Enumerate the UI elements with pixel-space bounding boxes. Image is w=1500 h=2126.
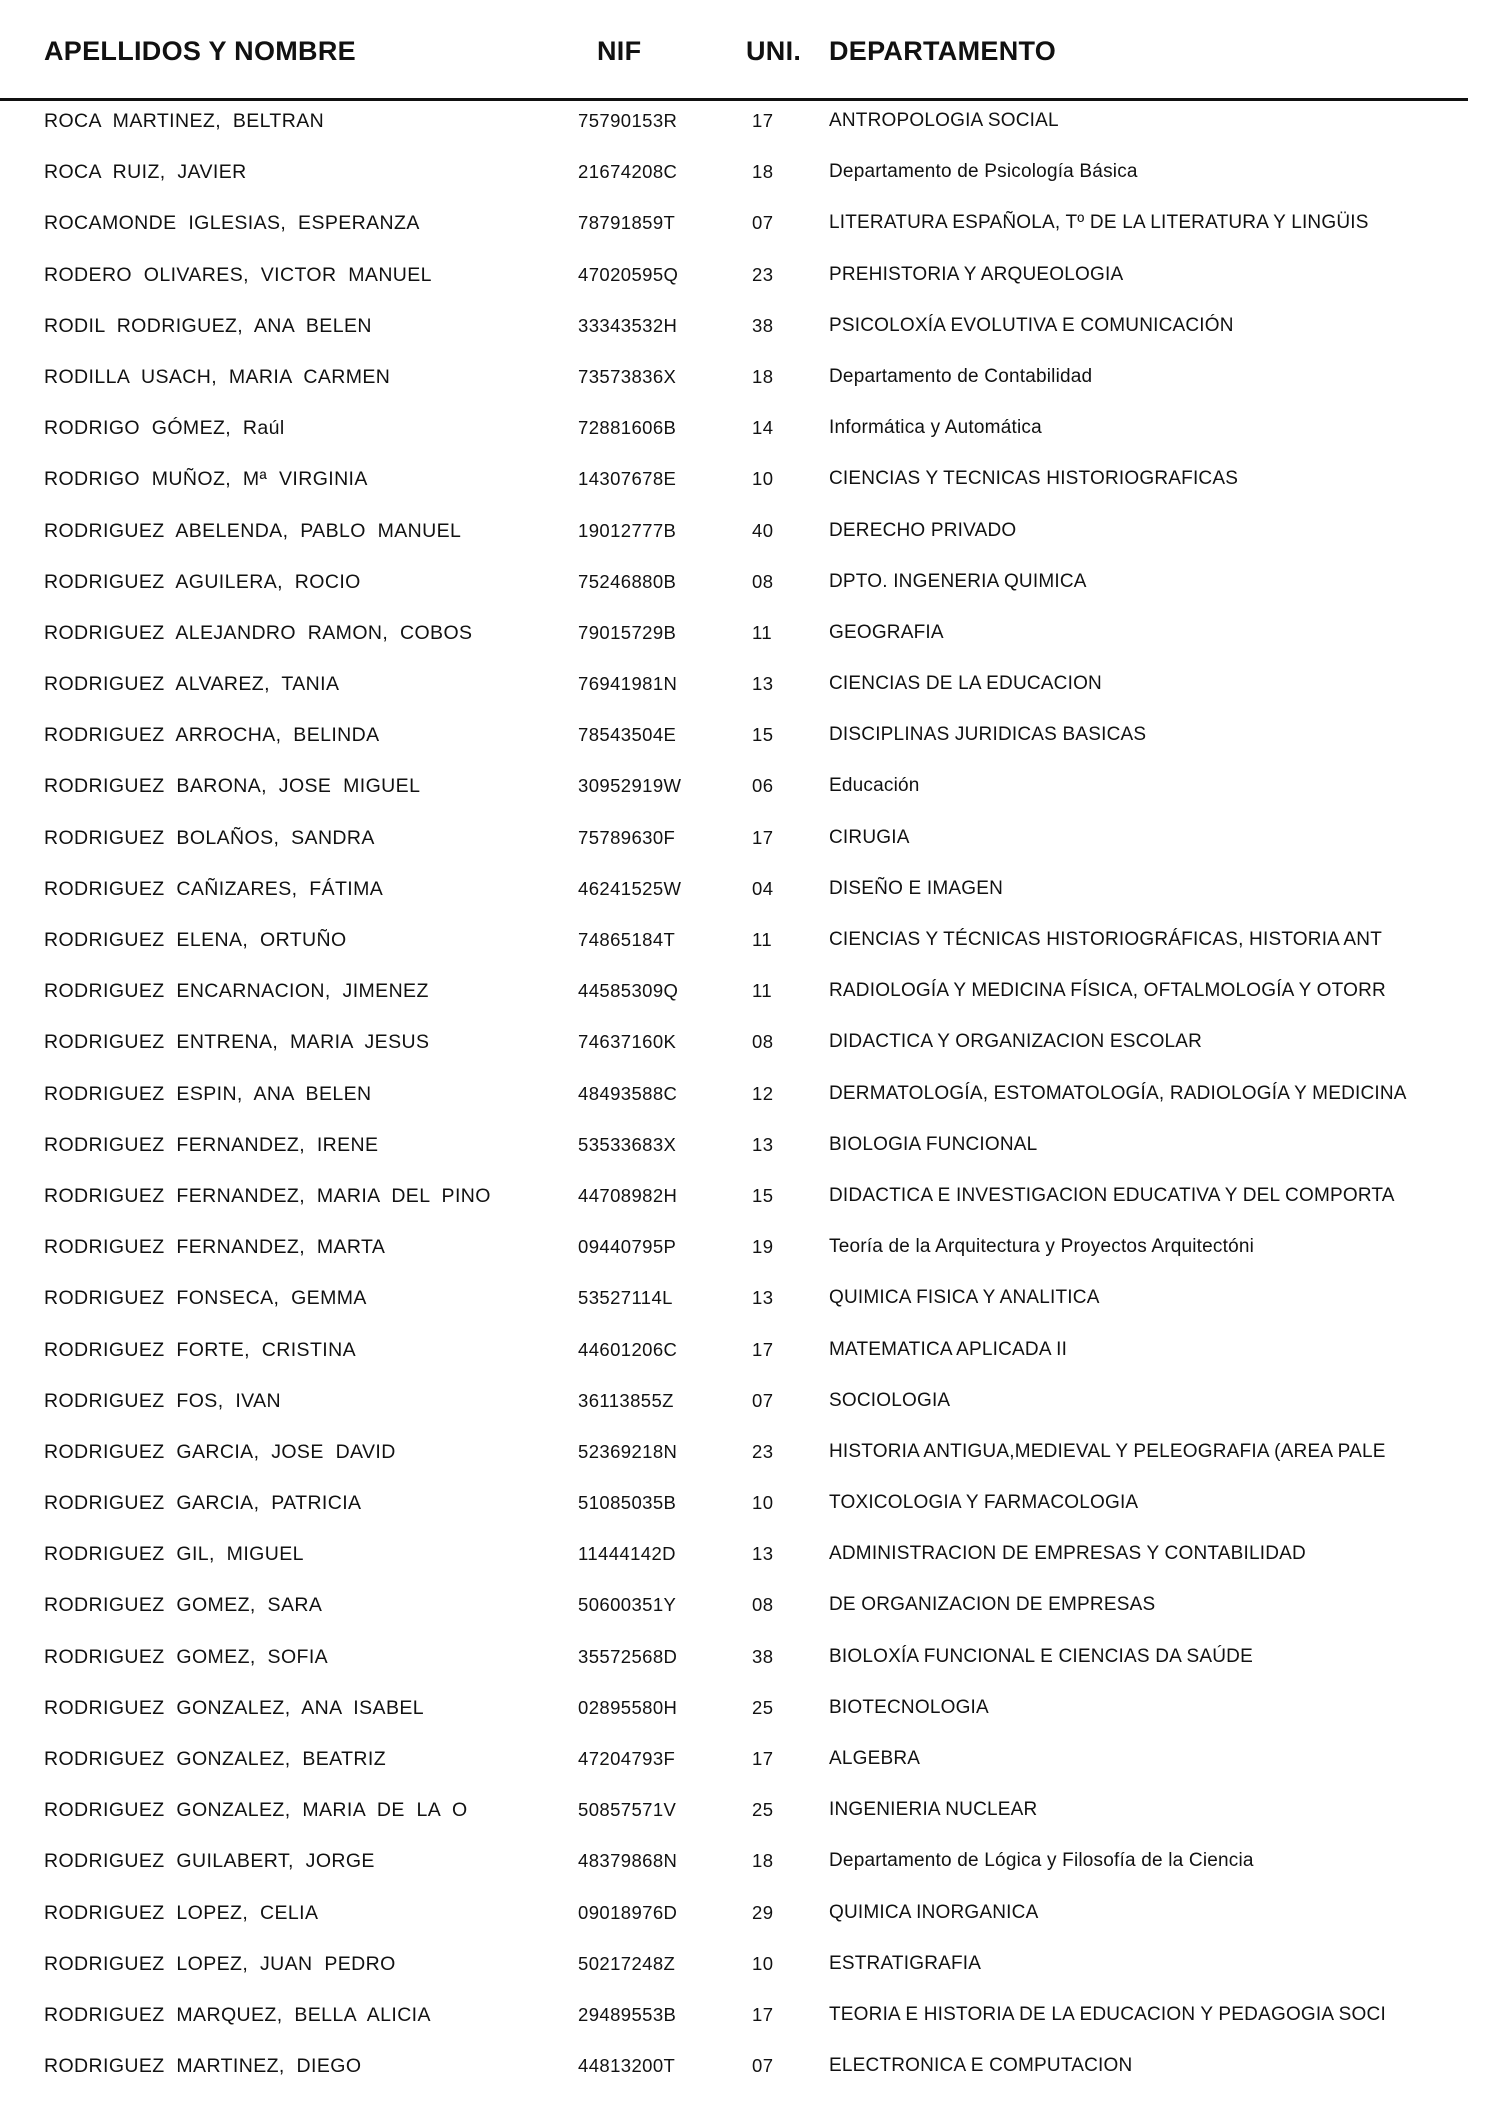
row-name: RODRIGUEZ MARQUEZ, BELLA ALICIA bbox=[44, 2003, 431, 2026]
row-nif: 09440795P bbox=[578, 1236, 677, 1258]
row-department: ANTROPOLOGIA SOCIAL bbox=[829, 110, 1059, 131]
row-name: RODRIGUEZ FONSECA, GEMMA bbox=[44, 1287, 367, 1310]
row-name: RODRIGUEZ FORTE, CRISTINA bbox=[44, 1338, 356, 1361]
table-row bbox=[0, 254, 1500, 305]
row-nif: 11444142D bbox=[578, 1543, 676, 1565]
row-uni: 17 bbox=[752, 110, 774, 131]
row-department: GEOGRAFIA bbox=[829, 621, 944, 643]
row-uni: 25 bbox=[752, 1799, 774, 1821]
row-nif: 44813200T bbox=[578, 2055, 676, 2077]
row-name: RODIL RODRIGUEZ, ANA BELEN bbox=[44, 314, 372, 337]
row-nif: 48493588C bbox=[578, 1082, 678, 1104]
row-name: RODRIGO GÓMEZ, Raúl bbox=[44, 417, 285, 440]
row-uni: 38 bbox=[752, 314, 774, 336]
row-name: RODRIGUEZ GONZALEZ, BEATRIZ bbox=[44, 1748, 387, 1770]
row-department: CIENCIAS DE LA EDUCACION bbox=[829, 673, 1102, 695]
table-row bbox=[0, 868, 1500, 919]
row-nif: 75790153R bbox=[578, 110, 678, 131]
row-nif: 14307678E bbox=[578, 468, 677, 490]
row-nif: 53527114L bbox=[578, 1287, 673, 1309]
row-nif: 30952919W bbox=[578, 775, 682, 797]
row-name: RODERO OLIVARES, VICTOR MANUEL bbox=[44, 263, 432, 286]
table-row bbox=[0, 1584, 1500, 1635]
row-department: SOCIOLOGIA bbox=[829, 1389, 951, 1411]
row-uni: 14 bbox=[752, 417, 774, 439]
row-nif: 74865184T bbox=[578, 929, 676, 950]
row-uni: 04 bbox=[752, 877, 774, 899]
row-name: ROCA MARTINEZ, BELTRAN bbox=[44, 110, 325, 132]
row-nif: 75246880B bbox=[578, 570, 677, 592]
row-nif: 74637160K bbox=[578, 1031, 677, 1053]
row-name: ROCA RUIZ, JAVIER bbox=[44, 161, 247, 184]
row-department: CIRUGIA bbox=[829, 826, 910, 848]
row-uni: 17 bbox=[752, 1748, 774, 1769]
row-name: RODRIGUEZ FOS, IVAN bbox=[44, 1389, 282, 1412]
table-row bbox=[0, 100, 1500, 151]
row-nif: 78791859T bbox=[578, 212, 676, 234]
row-uni: 13 bbox=[752, 1133, 774, 1155]
row-nif: 79015729B bbox=[578, 621, 677, 643]
row-name: RODRIGUEZ AGUILERA, ROCIO bbox=[44, 570, 361, 593]
table-row bbox=[0, 1943, 1500, 1994]
row-department: ALGEBRA bbox=[829, 1748, 921, 1769]
row-name: RODRIGUEZ ALVAREZ, TANIA bbox=[44, 673, 340, 696]
row-nif: 47204793F bbox=[578, 1748, 676, 1769]
row-department: Informática y Automática bbox=[829, 417, 1042, 439]
row-department: RADIOLOGÍA Y MEDICINA FÍSICA, OFTALMOLOGÍA Y OTORR bbox=[829, 980, 1386, 1002]
table-row bbox=[0, 1738, 1500, 1789]
table-row bbox=[0, 817, 1500, 868]
row-uni: 10 bbox=[752, 468, 774, 490]
row-nif: 78543504E bbox=[578, 724, 677, 746]
row-name: RODRIGUEZ GOMEZ, SOFIA bbox=[44, 1645, 329, 1668]
table-row bbox=[0, 407, 1500, 458]
table-row bbox=[0, 1329, 1500, 1380]
table-row bbox=[0, 2045, 1500, 2096]
table-header bbox=[0, 30, 1500, 74]
row-uni: 17 bbox=[752, 826, 774, 848]
row-department: BIOLOXÍA FUNCIONAL E CIENCIAS DA SAÚDE bbox=[829, 1645, 1253, 1667]
table-row bbox=[0, 305, 1500, 356]
table-row bbox=[0, 1482, 1500, 1533]
row-uni: 29 bbox=[752, 1901, 774, 1923]
row-nif: 29489553B bbox=[578, 2003, 677, 2025]
row-uni: 18 bbox=[752, 365, 774, 387]
header-nif: NIF bbox=[597, 36, 642, 66]
row-department: Educación bbox=[829, 775, 920, 797]
row-department: BIOLOGIA FUNCIONAL bbox=[829, 1133, 1038, 1155]
table-row bbox=[0, 612, 1500, 663]
row-department: DIDACTICA E INVESTIGACION EDUCATIVA Y DEL COMPORTA bbox=[829, 1184, 1395, 1206]
row-name: RODRIGUEZ ESPIN, ANA BELEN bbox=[44, 1082, 372, 1105]
row-department: Teoría de la Arquitectura y Proyectos Arquitectóni bbox=[829, 1236, 1255, 1258]
row-uni: 25 bbox=[752, 1696, 774, 1718]
row-department: DPTO. INGENERIA QUIMICA bbox=[829, 570, 1087, 592]
row-nif: 72881606B bbox=[578, 417, 677, 439]
row-department: DERMATOLOGÍA, ESTOMATOLOGÍA, RADIOLOGÍA Y MEDICINA bbox=[829, 1082, 1407, 1104]
row-name: RODRIGUEZ ARROCHA, BELINDA bbox=[44, 724, 380, 747]
row-department: DERECHO PRIVADO bbox=[829, 519, 1017, 541]
row-name: RODRIGUEZ ABELENDA, PABLO MANUEL bbox=[44, 519, 462, 542]
row-nif: 02895580H bbox=[578, 1696, 678, 1718]
row-name: RODRIGUEZ GUILABERT, JORGE bbox=[44, 1850, 375, 1873]
row-nif: 35572568D bbox=[578, 1645, 678, 1667]
row-uni: 10 bbox=[752, 1492, 774, 1514]
row-department: TEORIA E HISTORIA DE LA EDUCACION Y PEDAGOGIA SOCI bbox=[829, 2003, 1386, 2025]
row-nif: 33343532H bbox=[578, 314, 678, 336]
row-uni: 15 bbox=[752, 724, 774, 746]
row-nif: 51085035B bbox=[578, 1492, 677, 1514]
row-uni: 17 bbox=[752, 1338, 774, 1360]
table-row bbox=[0, 1277, 1500, 1328]
header-uni: UNI. bbox=[746, 36, 802, 66]
row-uni: 08 bbox=[752, 1594, 774, 1616]
row-nif: 76941981N bbox=[578, 673, 678, 695]
row-name: RODRIGUEZ ALEJANDRO RAMON, COBOS bbox=[44, 621, 473, 644]
row-department: BIOTECNOLOGIA bbox=[829, 1696, 989, 1718]
row-nif: 46241525W bbox=[578, 877, 682, 899]
table-row bbox=[0, 1687, 1500, 1738]
row-name: RODRIGUEZ MARTINEZ, DIEGO bbox=[44, 2055, 362, 2078]
row-department: QUIMICA FISICA Y ANALITICA bbox=[829, 1287, 1100, 1309]
row-nif: 53533683X bbox=[578, 1133, 677, 1155]
row-department: QUIMICA INORGANICA bbox=[829, 1901, 1039, 1923]
row-uni: 23 bbox=[752, 1440, 774, 1462]
row-department: Departamento de Psicología Básica bbox=[829, 161, 1138, 183]
row-name: RODRIGUEZ BARONA, JOSE MIGUEL bbox=[44, 775, 421, 798]
row-nif: 44708982H bbox=[578, 1184, 678, 1206]
row-name: RODILLA USACH, MARIA CARMEN bbox=[44, 365, 391, 388]
row-nif: 47020595Q bbox=[578, 263, 679, 285]
row-uni: 38 bbox=[752, 1645, 774, 1667]
row-nif: 73573836X bbox=[578, 365, 677, 387]
table-row bbox=[0, 1226, 1500, 1277]
table-row bbox=[0, 1636, 1500, 1687]
row-uni: 13 bbox=[752, 1287, 774, 1309]
row-name: ROCAMONDE IGLESIAS, ESPERANZA bbox=[44, 212, 420, 235]
row-nif: 36113855Z bbox=[578, 1389, 674, 1411]
row-department: MATEMATICA APLICADA II bbox=[829, 1338, 1068, 1360]
table-row bbox=[0, 1021, 1500, 1072]
table-row bbox=[0, 1380, 1500, 1431]
row-nif: 44601206C bbox=[578, 1338, 678, 1360]
row-uni: 19 bbox=[752, 1236, 774, 1258]
table-row bbox=[0, 1124, 1500, 1175]
row-name: RODRIGUEZ GOMEZ, SARA bbox=[44, 1594, 323, 1617]
row-department: Departamento de Contabilidad bbox=[829, 365, 1093, 387]
row-uni: 23 bbox=[752, 263, 774, 285]
row-uni: 17 bbox=[752, 2003, 774, 2025]
row-name: RODRIGUEZ GARCIA, JOSE DAVID bbox=[44, 1440, 396, 1463]
row-name: RODRIGO MUÑOZ, Mª VIRGINIA bbox=[44, 468, 368, 491]
row-uni: 18 bbox=[752, 1850, 774, 1872]
row-name: RODRIGUEZ FERNANDEZ, MARIA DEL PINO bbox=[44, 1184, 491, 1207]
table-row bbox=[0, 1431, 1500, 1482]
table-row bbox=[0, 1073, 1500, 1124]
row-nif: 48379868N bbox=[578, 1850, 678, 1872]
row-name: RODRIGUEZ GONZALEZ, MARIA DE LA O bbox=[44, 1799, 468, 1822]
row-nif: 21674208C bbox=[578, 161, 678, 183]
row-uni: 13 bbox=[752, 673, 774, 695]
table-row bbox=[0, 663, 1500, 714]
row-name: RODRIGUEZ GONZALEZ, ANA ISABEL bbox=[44, 1696, 425, 1719]
table-row bbox=[0, 561, 1500, 612]
row-name: RODRIGUEZ ELENA, ORTUÑO bbox=[44, 929, 347, 951]
table-row bbox=[0, 202, 1500, 253]
table-row bbox=[0, 1533, 1500, 1584]
row-nif: 75789630F bbox=[578, 826, 676, 848]
table-row bbox=[0, 1994, 1500, 2045]
row-department: DISCIPLINAS JURIDICAS BASICAS bbox=[829, 724, 1147, 746]
header-name: APELLIDOS Y NOMBRE bbox=[44, 36, 356, 66]
row-department: DISEÑO E IMAGEN bbox=[829, 877, 1004, 899]
row-nif: 44585309Q bbox=[578, 980, 679, 1002]
table-row bbox=[0, 458, 1500, 509]
row-department: PREHISTORIA Y ARQUEOLOGIA bbox=[829, 263, 1124, 285]
table-row bbox=[0, 356, 1500, 407]
row-nif: 09018976D bbox=[578, 1901, 678, 1923]
table-row bbox=[0, 919, 1500, 970]
row-uni: 40 bbox=[752, 519, 774, 541]
row-uni: 08 bbox=[752, 570, 774, 592]
row-uni: 06 bbox=[752, 775, 774, 797]
table-row bbox=[0, 510, 1500, 561]
row-department: ELECTRONICA E COMPUTACION bbox=[829, 2055, 1133, 2077]
header-dept: DEPARTAMENTO bbox=[829, 36, 1057, 66]
row-uni: 18 bbox=[752, 161, 774, 183]
row-nif: 52369218N bbox=[578, 1440, 678, 1462]
table-row bbox=[0, 1840, 1500, 1891]
row-department: CIENCIAS Y TECNICAS HISTORIOGRAFICAS bbox=[829, 468, 1239, 490]
row-uni: 11 bbox=[752, 929, 773, 950]
row-department: ADMINISTRACION DE EMPRESAS Y CONTABILIDAD bbox=[829, 1543, 1306, 1565]
row-department: LITERATURA ESPAÑOLA, Tº DE LA LITERATURA Y LINGÜIS bbox=[829, 212, 1369, 234]
row-name: RODRIGUEZ LOPEZ, JUAN PEDRO bbox=[44, 1952, 396, 1975]
table-row bbox=[0, 765, 1500, 816]
row-name: RODRIGUEZ FERNANDEZ, MARTA bbox=[44, 1236, 386, 1259]
row-name: RODRIGUEZ LOPEZ, CELIA bbox=[44, 1901, 319, 1924]
row-name: RODRIGUEZ ENTRENA, MARIA JESUS bbox=[44, 1031, 430, 1054]
row-department: DE ORGANIZACION DE EMPRESAS bbox=[829, 1594, 1156, 1616]
row-uni: 15 bbox=[752, 1184, 774, 1206]
row-uni: 12 bbox=[752, 1082, 774, 1104]
row-nif: 50217248Z bbox=[578, 1952, 676, 1974]
row-uni: 08 bbox=[752, 1031, 774, 1053]
table-row bbox=[0, 1175, 1500, 1226]
table-body bbox=[0, 100, 1500, 2096]
row-uni: 11 bbox=[752, 980, 773, 1002]
row-department: HISTORIA ANTIGUA,MEDIEVAL Y PELEOGRAFIA (AREA PALE bbox=[829, 1440, 1386, 1462]
row-department: Departamento de Lógica y Filosofía de la Ciencia bbox=[829, 1850, 1254, 1872]
table-row bbox=[0, 1892, 1500, 1943]
row-uni: 13 bbox=[752, 1543, 774, 1565]
row-department: DIDACTICA Y ORGANIZACION ESCOLAR bbox=[829, 1031, 1203, 1053]
table-row bbox=[0, 1789, 1500, 1840]
row-name: RODRIGUEZ GARCIA, PATRICIA bbox=[44, 1492, 362, 1515]
row-uni: 07 bbox=[752, 212, 774, 234]
row-name: RODRIGUEZ CAÑIZARES, FÁTIMA bbox=[44, 877, 384, 900]
row-nif: 50857571V bbox=[578, 1799, 677, 1821]
row-department: TOXICOLOGIA Y FARMACOLOGIA bbox=[829, 1492, 1139, 1514]
table-row bbox=[0, 970, 1500, 1021]
row-name: RODRIGUEZ FERNANDEZ, IRENE bbox=[44, 1133, 379, 1156]
table-row bbox=[0, 151, 1500, 202]
row-uni: 07 bbox=[752, 2055, 774, 2077]
row-department: ESTRATIGRAFIA bbox=[829, 1952, 982, 1974]
row-nif: 19012777B bbox=[578, 519, 677, 541]
row-name: RODRIGUEZ GIL, MIGUEL bbox=[44, 1543, 304, 1566]
row-name: RODRIGUEZ BOLAÑOS, SANDRA bbox=[44, 826, 375, 849]
row-name: RODRIGUEZ ENCARNACION, JIMENEZ bbox=[44, 980, 429, 1003]
row-uni: 10 bbox=[752, 1952, 774, 1974]
row-department: CIENCIAS Y TÉCNICAS HISTORIOGRÁFICAS, HISTORIA ANT bbox=[829, 929, 1383, 950]
row-department: INGENIERIA NUCLEAR bbox=[829, 1799, 1038, 1821]
row-uni: 11 bbox=[752, 621, 773, 643]
row-nif: 50600351Y bbox=[578, 1594, 677, 1616]
row-uni: 07 bbox=[752, 1389, 774, 1411]
row-department: PSICOLOXÍA EVOLUTIVA E COMUNICACIÓN bbox=[829, 314, 1234, 336]
table-row bbox=[0, 714, 1500, 765]
